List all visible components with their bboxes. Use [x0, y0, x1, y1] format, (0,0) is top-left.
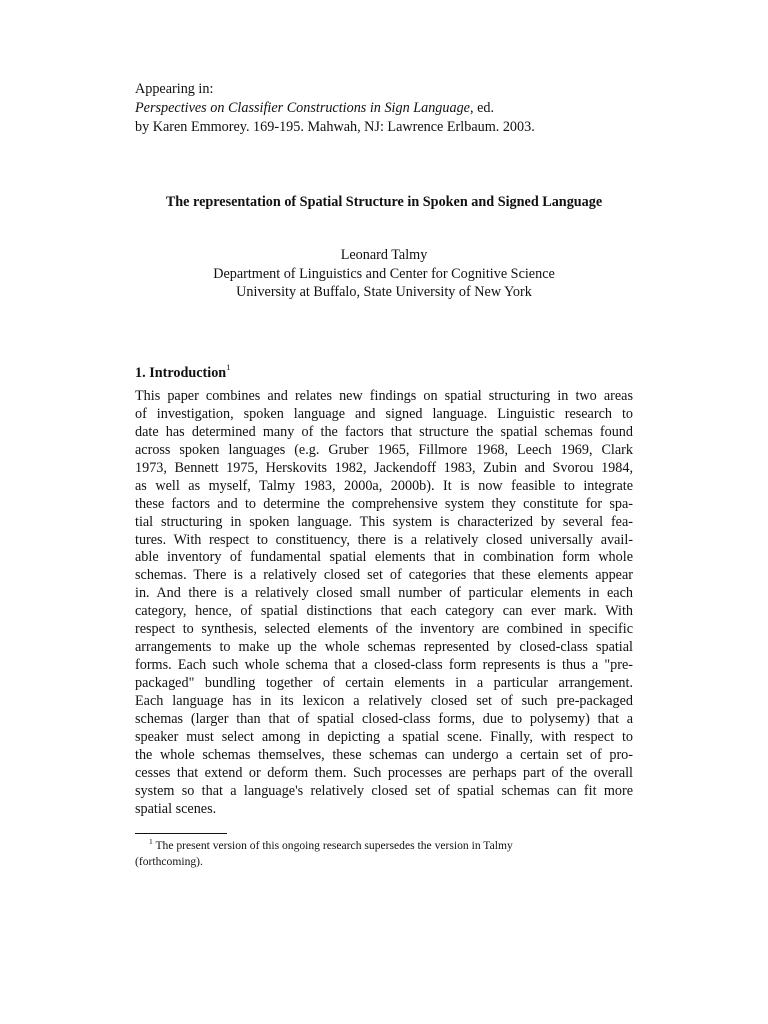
paragraph-line: This paper combines and relates new findings on spatial structuring in two areas: [135, 388, 633, 404]
footnote-text-1: The present version of this ongoing research supersedes the version in Talmy: [152, 839, 513, 852]
paragraph-line: arrangements to make up the whole schemas represented by closed-class spatial: [135, 639, 633, 656]
paper-title: The representation of Spatial Structure in Spoken and Signed Language: [165, 194, 603, 210]
paragraph-line: the whole schemas themselves, these schemas can undergo a certain set of pro-: [135, 746, 633, 763]
paragraph-line: spatial scenes.: [135, 800, 217, 817]
footnote-reference[interactable]: 1: [226, 362, 231, 372]
paragraph-line: as well as myself, Talmy 1983, 2000a, 2000b). It is now feasible to integrate: [135, 477, 633, 494]
paragraph-line: forms. Each such whole schema that a closed-class form represents is thus a "pre-: [135, 657, 633, 674]
paragraph-line: Each language has in its lexicon a relatively closed set of such pre-packaged: [135, 692, 633, 709]
book-reference: [135, 99, 535, 118]
paragraph-line: these factors and to determine the comprehensive system they constitute for spa-: [135, 495, 633, 512]
introduction-paragraph: [135, 388, 633, 819]
paragraph-line: able inventory of fundamental spatial elements that in combination form whole: [135, 549, 633, 566]
paragraph-line: schemas. There is a relatively closed set of categories that these elements appear: [135, 567, 633, 584]
footnote-text-2: (forthcoming).: [135, 855, 203, 868]
footnote-line: [135, 838, 633, 854]
footnote-marker: 1: [149, 837, 153, 846]
paragraph-line: cesses that extend or deform them. Such processes are perhaps part of the overall: [135, 764, 633, 781]
footnote-divider: [135, 833, 227, 834]
paragraph-line: in. And there is a relatively closed small number of particular elements in each: [135, 585, 633, 602]
paragraph-line: speaker must select among in depicting a spatial scene. Finally, with respect to: [135, 728, 633, 745]
book-title: Perspectives on Classifier Constructions in Sign Language: [135, 100, 470, 116]
author-name: Leonard Talmy: [340, 247, 428, 263]
author-block: [0, 246, 768, 302]
paragraph-line: date has determined many of the factors that structure the spatial schemas found: [135, 423, 633, 440]
paragraph-line: of investigation, spoken language and signed language. Linguistic research to: [135, 405, 633, 422]
author-affiliation-department: Department of Linguistics and Center for Cognitive Science: [213, 265, 555, 282]
paragraph-line: 1973, Bennett 1975, Herskovits 1982, Jackendoff 1983, Zubin and Svorou 1984,: [135, 459, 633, 476]
paragraph-line: category, hence, of spatial distinctions that each category can ever mark. With: [135, 603, 633, 620]
paragraph-line: packaged" bundling together of certain elements in a particular arrangement.: [135, 675, 633, 691]
paragraph-line: schemas (larger than that of spatial closed-class forms, due to polysemy) that a: [135, 710, 633, 727]
section-heading-text: 1. Introduction: [135, 365, 227, 381]
publication-info: [135, 80, 535, 137]
paragraph-line: respect to synthesis, selected elements of the inventory are combined in specific: [135, 621, 633, 638]
paragraph-line: across spoken languages (e.g. Gruber 1965, Fillmore 1968, Leech 1969, Clark: [135, 441, 633, 458]
section-heading: [135, 364, 230, 382]
editor-line: by Karen Emmorey. 169-195. Mahwah, NJ: Lawrence Erlbaum. 2003.: [135, 119, 535, 135]
paragraph-line: tial structuring in spoken language. This system is characterized by several fea-: [135, 513, 633, 530]
book-title-suffix: , ed.: [469, 100, 495, 116]
footnote: [135, 838, 633, 870]
author-affiliation-university: University at Buffalo, State University of New York: [236, 284, 532, 300]
paragraph-line: tures. With respect to constituency, there is a relatively closed universally avail-: [135, 531, 633, 548]
paragraph-line: system so that a language's relatively closed set of spatial schemas can fit more: [135, 782, 633, 799]
appearing-label: Appearing in:: [135, 81, 214, 97]
